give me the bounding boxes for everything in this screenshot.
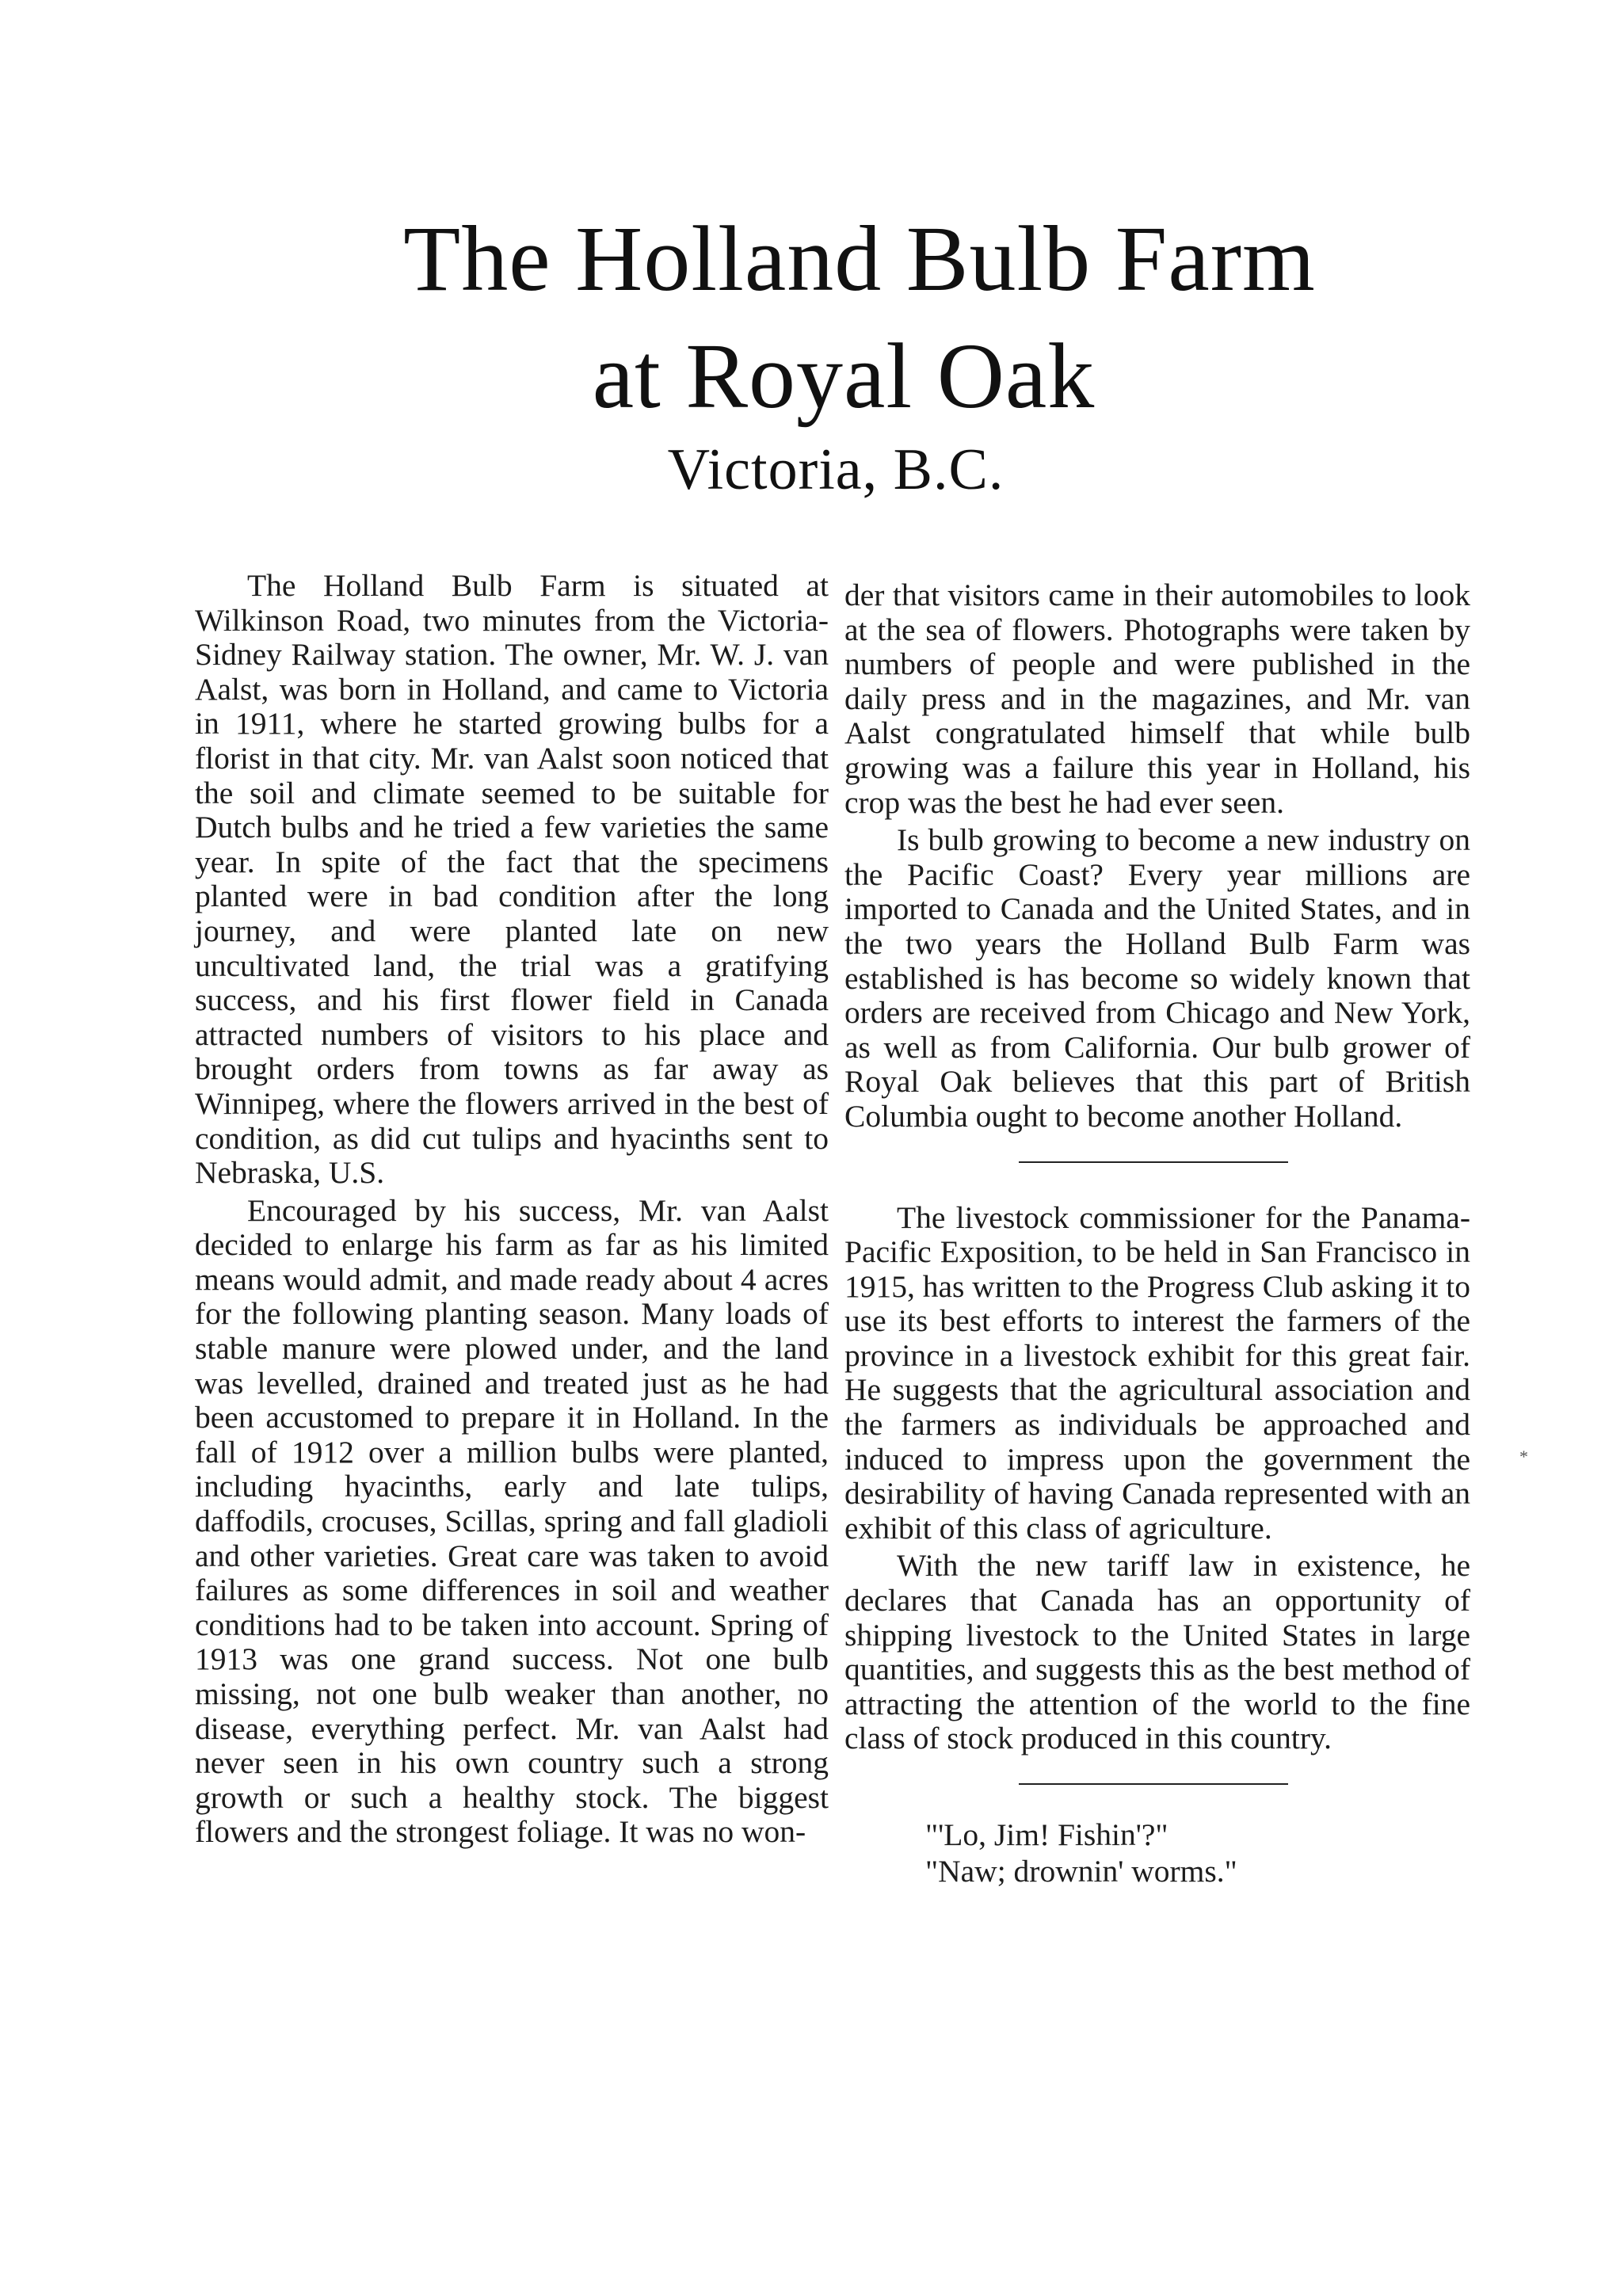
livestock-paragraph-1: The livestock commissioner for the Panama-Pacific Exposition, to be held in San Francisco in 1915, has written to the Progress Club asking it to use its best efforts to interest the farmers of the province in a livestock exhibit for this great fair. He suggests that the agricultural association and the farmers as individuals be approached and induced to impress upon the government the desirability of having Canada represented with an exhibit of this class of agriculture. <box>844 1199 1470 1546</box>
article-subtitle: Victoria, B.C. <box>667 437 1005 502</box>
bulb-farm-paragraph-2: Encouraged by his success, Mr. van Aalst decided to enlarge his farm as far as his limited means would admit, and made ready about 4 acres for the following planting season. Many loads of stable manure were plowed under, and the land was levelled, drained and treated just as he had been accustomed to prepare it in Holland. In the fall of 1912 over a million bulbs were planted, including hyacinths, early and late tulips, daffodils, crocuses, Scillas, spring and fall gladioli and other varieties. Great care was taken to avoid failures as some differences in soil and weather conditions had to be taken into account. Spring of 1913 was one grand success. Not one bulb missing, not one bulb weaker than another, no disease, everything perfect. Mr. van Aalst had never seen in his own country such a strong growth or such a healthy stock. The biggest flowers and the strongest foliage. It was no won- <box>195 1192 829 1850</box>
bulb-farm-paragraph-1: The Holland Bulb Farm is situated at Wilkinson Road, two minutes from the Victoria-Sidney Railway station. The owner, Mr. W. J. van Aalst, was born in Holland, and came to Victoria in 1911, where he started growing bulbs for a florist in that city. Mr. van Aalst soon noticed that the soil and climate seemed to be suitable for Dutch bulbs and he tried a few varieties the same year. In spite of the fact that the specimens planted were in bad condition after the long journey, and were planted late on new uncultivated land, the trial was a gratifying success, and his first flower field in Canada attracted numbers of visitors to his place and brought orders from towns as far away as Winnipeg, where the flowers arrived in the best of condition, as did cut tulips and hyacinths sent to Nebraska, U.S. <box>195 568 829 1191</box>
joke-line-2: "Naw; drownin' worms." <box>925 1853 1237 1889</box>
section-divider-2 <box>1019 1783 1288 1785</box>
margin-mark: * <box>1519 1447 1528 1466</box>
livestock-paragraph-2: With the new tariff law in existence, he declares that Canada has an opportunity of shipping livestock to the United States in large quantities, and suggests this as the best method of attracting the attention of the world to the fine class of stock produced in this country. <box>844 1548 1470 1756</box>
section-divider-1 <box>1019 1161 1288 1163</box>
article-title-line-1: The Holland Bulb Farm <box>403 207 1316 311</box>
left-column <box>195 569 829 1850</box>
right-column <box>844 578 1470 1889</box>
article-title-line-2: at Royal Oak <box>592 324 1096 428</box>
bulb-farm-paragraph-3: Is bulb growing to become a new industry on the Pacific Coast? Every year millions are imported to Canada and the United States, and in the two years the Holland Bulb Farm was established is has become so widely known that orders are received from Chicago and New York, as well as from California. Our bulb grower of Royal Oak believes that this part of British Columbia ought to become another Holland. <box>844 822 1470 1134</box>
bulb-farm-paragraph-2-continuation: der that visitors came in their automobiles to look at the sea of flowers. Photographs were taken by numbers of people and were published in the daily press and in the magazines, and Mr. van Aalst congratulated himself that while bulb growing was a failure this year in Holland, his crop was the best he had ever seen. <box>844 578 1470 820</box>
joke-line-1: "'Lo, Jim! Fishin'?" <box>925 1817 1168 1852</box>
